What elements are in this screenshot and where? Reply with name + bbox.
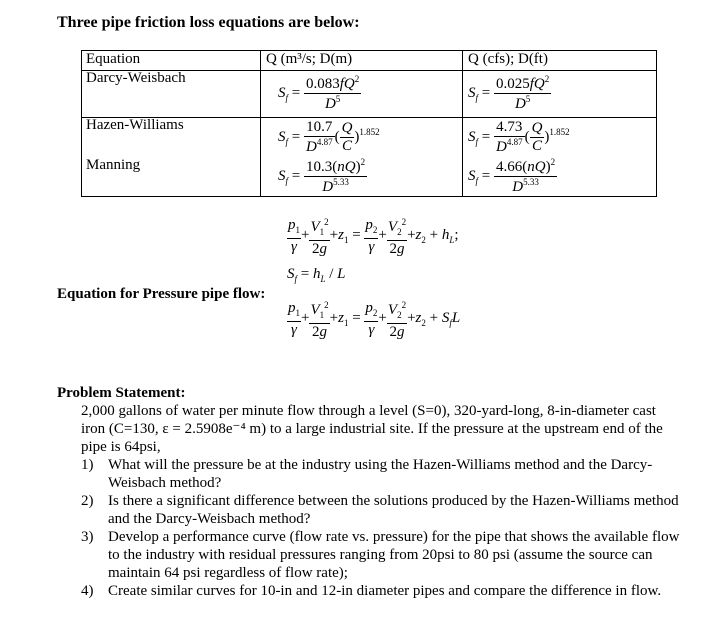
problem-heading: Problem Statement:: [57, 385, 186, 401]
list-item: [81, 582, 681, 600]
header-us-units: Q (cfs); D(ft): [468, 51, 548, 67]
manning-si-equation: $S_f$ = $\frac{10.3(nQ)^2}{D^{5.33}}$: [278, 157, 366, 195]
question-number: 1): [81, 457, 94, 473]
table-divider: [462, 51, 463, 196]
page-title: Three pipe friction loss equations are below:: [57, 14, 360, 31]
table-divider: [260, 51, 261, 196]
darcy-si-equation: $S_f$ = $\frac{0.083fQ^2}{D^5}$: [278, 74, 360, 112]
list-item: [81, 528, 681, 582]
friction-equation-table: [81, 50, 657, 197]
problem-text: 2,000 gallons of water per minute flow through a level (S=0), 320-yard-long, 8-in-diameter cast iron (C=130, ε = 2.5908e⁻⁴ m) to a large industrial site. If the pressure at the upstream end of the pipe is 64psi,: [81, 403, 663, 455]
question-text: Is there a significant difference between the solutions produced by the Hazen-Williams method and the Darcy-Weisbach method?: [108, 493, 679, 527]
question-text: Create similar curves for 10-in and 12-in diameter pipes and compare the difference in flow.: [108, 583, 662, 599]
row-label-hazen: Hazen-Williams: [86, 117, 184, 133]
pressure-flow-label: Equation for Pressure pipe flow:: [57, 286, 266, 302]
question-text: Develop a performance curve (flow rate vs. pressure) for the pipe that shows the available flow to the industry with residual pressures ranging from 20psi to 80 psi (assume the source can maintain 64 psi regardless of flow rate);: [108, 529, 680, 581]
row-label-darcy: Darcy-Weisbach: [86, 70, 186, 86]
hazen-si-equation: $S_f$ = $\frac{10.7}{D^{4.87}}$ ( $\frac{Q}{C}$ )$^{1.852}$: [278, 119, 380, 155]
header-equation: Equation: [86, 51, 141, 67]
slope-equation: $S_f = h_L / L$: [287, 266, 346, 284]
manning-us-equation: $S_f$ = $\frac{4.66(nQ)^2}{D^{5.33}}$: [468, 157, 556, 195]
question-list: [81, 456, 681, 600]
pressure-flow-equation: $\frac{p_1}{\gamma}$ + $\frac{V_1^2}{2g}$ $+z_1$ = $\frac{p_2}{\gamma}$ + $\frac{V_2^2}{2g}$ $+z_2 + S_fL$: [288, 299, 461, 340]
question-number: 4): [81, 583, 94, 599]
header-si-units: Q (m³/s; D(m): [266, 51, 353, 67]
list-item: [81, 456, 681, 492]
question-text: What will the pressure be at the industry using the Hazen-Williams method and the Darcy-Weisbach method?: [108, 457, 653, 491]
energy-equation: $\frac{p_1}{\gamma}$ + $\frac{V_1^2}{2g}$ $+z_1$ = $\frac{p_2}{\gamma}$ + $\frac{V_2^2}{2g}$ $+z_2 + h_L$;: [288, 216, 459, 257]
question-number: 2): [81, 493, 94, 509]
question-number: 3): [81, 529, 94, 545]
hazen-us-equation: $S_f$ = $\frac{4.73}{D^{4.87}}$ ( $\frac{Q}{C}$ )$^{1.852}$: [468, 119, 570, 155]
darcy-us-equation: $S_f$ = $\frac{0.025fQ^2}{D^5}$: [468, 74, 550, 112]
row-label-manning: Manning: [86, 157, 141, 173]
list-item: [81, 492, 681, 528]
